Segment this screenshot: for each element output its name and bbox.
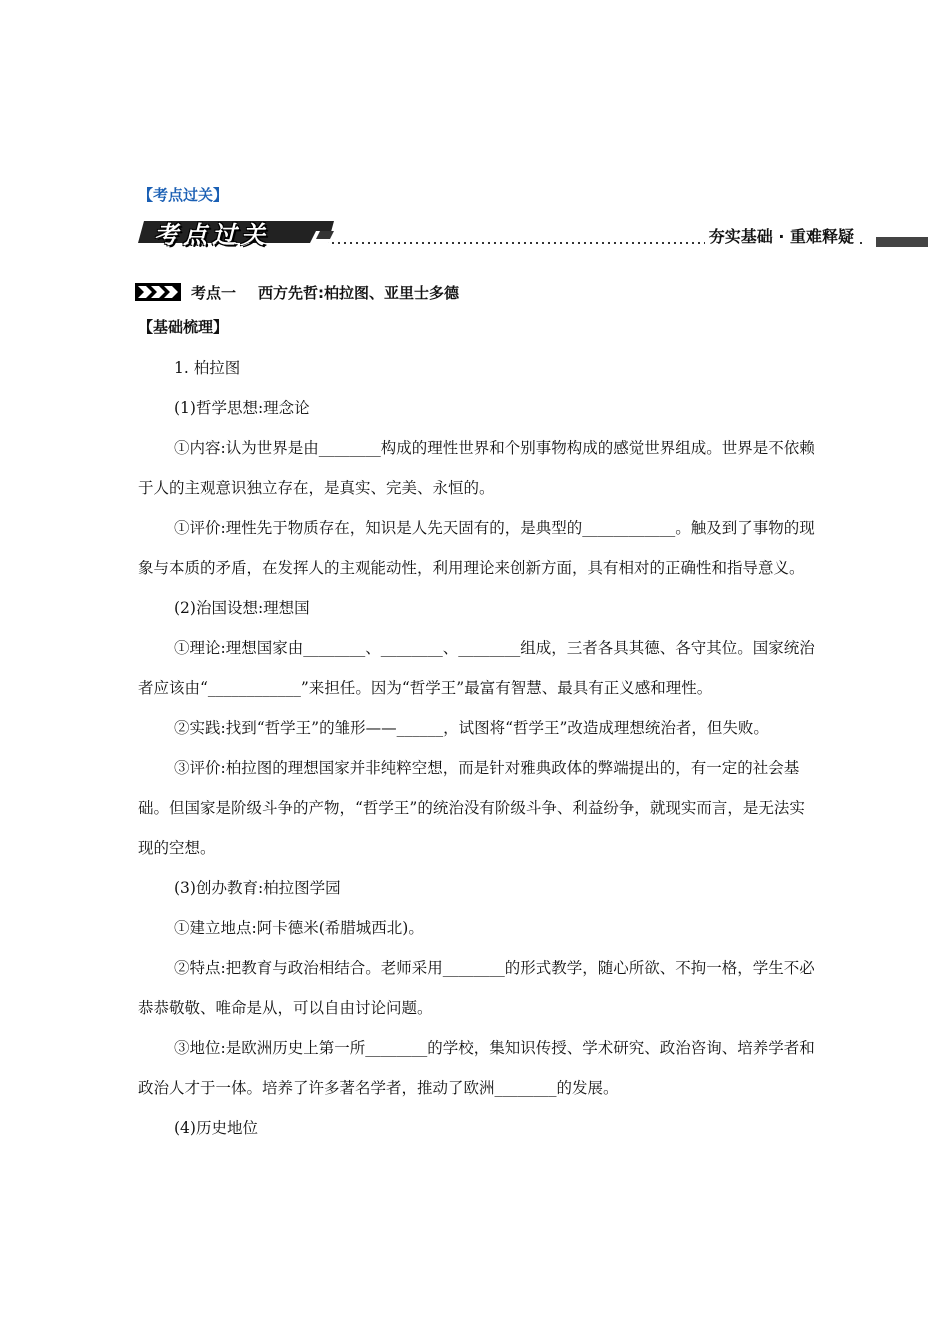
paragraph: ①内容:认为世界是由________构成的理性世界和个别事物构成的感觉世界组成。世界是不依赖于人的主观意识独立存在，是真实、完美、永恒的。: [138, 439, 815, 497]
paragraph: ③评价:柏拉图的理想国家并非纯粹空想，而是针对雅典政体的弊端提出的，有一定的社会基础。但国家是阶级斗争的产物，“哲学王”的统治没有阶级斗争、利益纷争，就现实而言，是无法实现的空想。: [138, 759, 805, 857]
paragraph: (4)历史地位: [174, 1119, 258, 1137]
section-banner: [134, 213, 928, 249]
paragraph: ①评价:理性先于物质存在，知识是人先天固有的，是典型的____________。触及到了事物的现象与本质的矛盾，在发挥人的主观能动性，利用理论来创新方面，具有相对的正确性和指导意义。: [138, 519, 815, 577]
paragraph: (1)哲学思想:理念论: [174, 399, 310, 417]
content-body: [138, 348, 818, 1148]
paragraph: 1. 柏拉图: [174, 359, 241, 377]
bracket-title: 【考点过关】: [138, 186, 229, 204]
paragraph: (3)创办教育:柏拉图学园: [174, 879, 341, 897]
paragraph: ②特点:把教育与政治相结合。老师采用________的形式教学，随心所欲、不拘一格，学生不必恭恭敬敬、唯命是从，可以自由讨论问题。: [138, 959, 815, 1017]
banner-slogan: 夯实基础 · 重难释疑: [705, 224, 858, 247]
topic-title: 西方先哲:柏拉图、亚里士多德: [258, 283, 460, 302]
paragraph: (2)治国设想:理想国: [174, 599, 310, 617]
paragraph: ③地位:是欧洲历史上第一所________的学校，集知识传授、学术研究、政治咨询、培养学者和政治人才于一体。培养了许多著名学者，推动了欧洲________的发展。: [138, 1039, 815, 1097]
section-heading: 【基础梳理】: [138, 318, 229, 336]
banner-title: 考点过关: [154, 221, 270, 249]
triple-chevron-icon: [135, 283, 181, 301]
paragraph: ①建立地点:阿卡德米(希腊城西北)。: [174, 919, 424, 937]
topic-number: 考点一: [191, 283, 237, 302]
paragraph: ②实践:找到“哲学王”的雏形——______，试图将“哲学王”改造成理想统治者，但失败。: [174, 719, 769, 737]
topic-heading: [135, 281, 459, 303]
paragraph: ①理论:理想国家由________、________、________组成，三者各具其德、各守其位。国家统治者应该由“____________”来担任。因为“哲学王”最富有智慧、最具有正义感和理性。: [138, 639, 815, 697]
